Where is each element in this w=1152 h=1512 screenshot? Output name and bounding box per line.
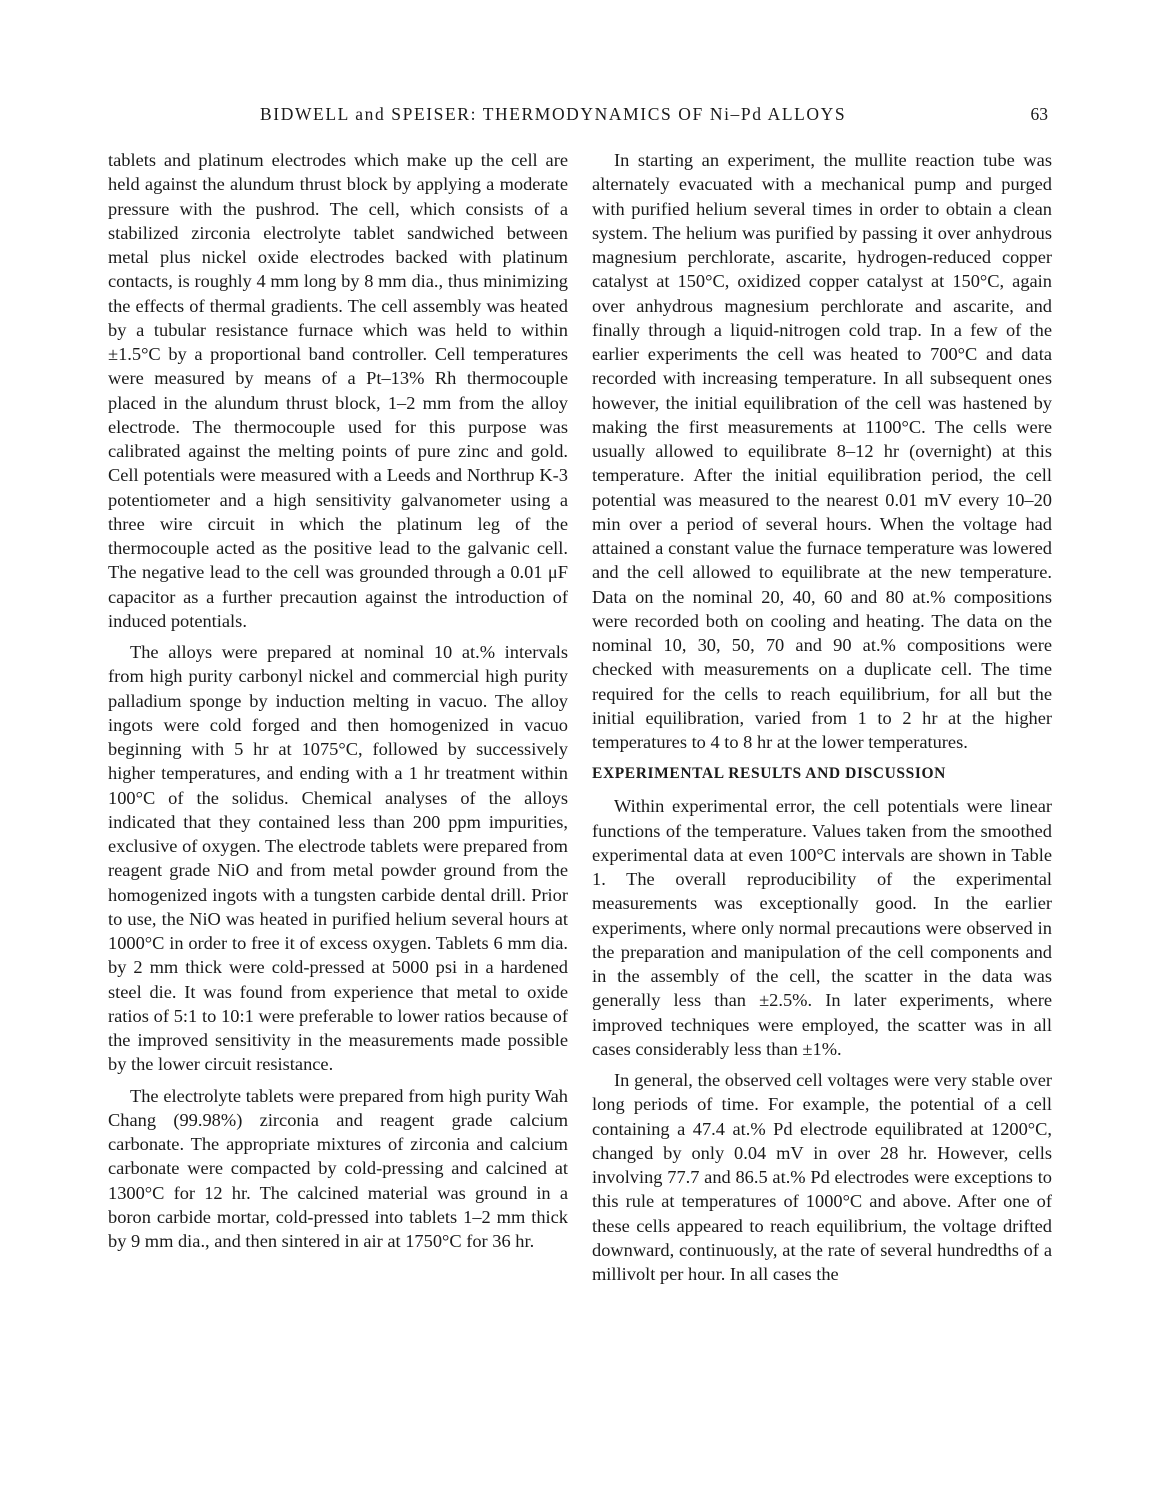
page-number: 63 — [1030, 104, 1048, 124]
left-column — [108, 148, 568, 1260]
section-heading: EXPERIMENTAL RESULTS AND DISCUSSION — [592, 765, 946, 783]
running-head — [108, 104, 1048, 128]
paragraph-alloy-preparation: The alloys were prepared at nominal 10 at.% intervals from high purity carbonyl nickel and commercial high purity palladium sponge by induction melting in vacuo. The alloy ingots were cold forged and then homogenized in vacuo beginning with 5 hr at 1075°C, followed by successively higher temperatures, and ending with a 1 hr treatment within 100°C of the solidus. Chemical analyses of the alloys indicated that they contained less than 200 ppm impurities, exclusive of oxygen. The electrode tablets were prepared from reagent grade NiO and from metal powder ground from the homogenized ingots with a tungsten carbide dental drill. Prior to use, the NiO was heated in purified helium several hours at 1000°C in order to free it of excess oxygen. Tablets 6 mm dia. by 2 mm thick were cold-pressed at 5000 psi in a hardened steel die. It was found from experience that metal to oxide ratios of 5:1 to 10:1 were preferable to lower ratios because of the improved sensitivity in the measurements made possible by the lower circuit resistance. — [108, 642, 568, 1075]
paragraph-electrolyte-preparation: The electrolyte tablets were prepared from high purity Wah Chang (99.98%) zirconia and reagent grade calcium carbonate. The appropriate mixtures of zirconia and calcium carbonate were compacted by cold-pressing and calcined at 1300°C for 12 hr. The calcined material was ground in a boron carbide mortar, cold-pressed into tablets 1–2 mm thick by 9 mm dia., and then sintered in air at 1750°C for 36 hr. — [108, 1085, 568, 1251]
paragraph-apparatus-cont: tablets and platinum electrodes which make up the cell are held against the alundum thrust block by applying a moderate pressure with the pushrod. The cell, which consists of a stabilized zirconia electrolyte tablet sandwiched between metal plus nickel oxide electrodes backed with platinum contacts, is roughly 4 mm long by 8 mm dia., thus minimizing the effects of thermal gradients. The cell assembly was heated by a tubular resistance furnace which was held to within ±1.5°C by a proportional band controller. Cell temperatures were measured by means of a Pt–13% Rh thermocouple placed in the alundum thrust block, 1–2 mm from the alloy electrode. The thermocouple used for this purpose was calibrated against the melting points of pure zinc and gold. Cell potentials were measured with a Leeds and Northrup K-3 potentiometer and a high sensitivity galvanometer using a three wire circuit in which the platinum leg of the thermocouple acted as the positive lead to the galvanic cell. The negative lead to the cell was grounded through a 0.01 μF capacitor as a further precaution against the introduction of induced potentials. — [108, 150, 568, 631]
paragraph-results: Within experimental error, the cell potentials were linear functions of the temperature. Values taken from the smoothed experimental data at even 100°C intervals are shown in Table 1. The overall reproducibility of the experimental measurements was exceptionally good. In the earlier experiments, where only normal precautions were observed in the preparation and manipulation of the cell components and in the assembly of the cell, the scatter in the data was generally less than ±2.5%. In later experiments, where improved techniques were employed, the scatter was in all cases considerably less than ±1%. — [592, 796, 1052, 1059]
paragraph-experiment-procedure: In starting an experiment, the mullite reaction tube was alternately evacuated with a mechanical pump and purged with purified helium several times in order to obtain a clean system. The helium was purified by passing it over anhydrous magnesium perchlorate, ascarite, hydrogen-reduced copper catalyst at 150°C, oxidized copper catalyst at 150°C, again over anhydrous magnesium perchlorate and ascarite, and finally through a liquid-nitrogen cold trap. In a few of the earlier experiments the cell was heated to 700°C and data recorded with increasing temperature. In all subsequent ones however, the initial equilibration of the cell was hastened by making the first measurements at 1100°C. The cells were usually allowed to equilibrate 8–12 hr (overnight) at this temperature. After the initial equilibration period, the cell potential was measured to the nearest 0.01 mV every 10–20 min over a period of several hours. When the voltage had attained a constant value the furnace temperature was lowered and the cell allowed to equilibrate at the new temperature. Data on the nominal 20, 40, 60 and 80 at.% compositions were recorded both on cooling and heating. The data on the nominal 10, 30, 50, 70 and 90 at.% compositions were checked with measurements on a duplicate cell. The time required for the cells to reach equilibrium, for all but the initial equilibration, varied from 1 to 2 hr at the higher temperatures to 4 to 8 hr at the lower temperatures. — [592, 150, 1052, 752]
right-column — [592, 148, 1052, 1293]
paragraph-cell-stability: In general, the observed cell voltages were very stable over long periods of time. For example, the potential of a cell containing a 47.4 at.% Pd electrode equilibrated at 1200°C, changed by only 0.04 mV in over 28 hr. However, cells involving 77.7 and 86.5 at.% Pd electrodes were exceptions to this rule at temperatures of 1000°C and above. After one of these cells appeared to reach equilibrium, the voltage drifted downward, continuously, at the rate of several hundredths of a millivolt per hour. In all cases the — [592, 1070, 1052, 1284]
running-title: BIDWELL and SPEISER: THERMODYNAMICS OF Ni–Pd ALLOYS — [260, 104, 847, 124]
